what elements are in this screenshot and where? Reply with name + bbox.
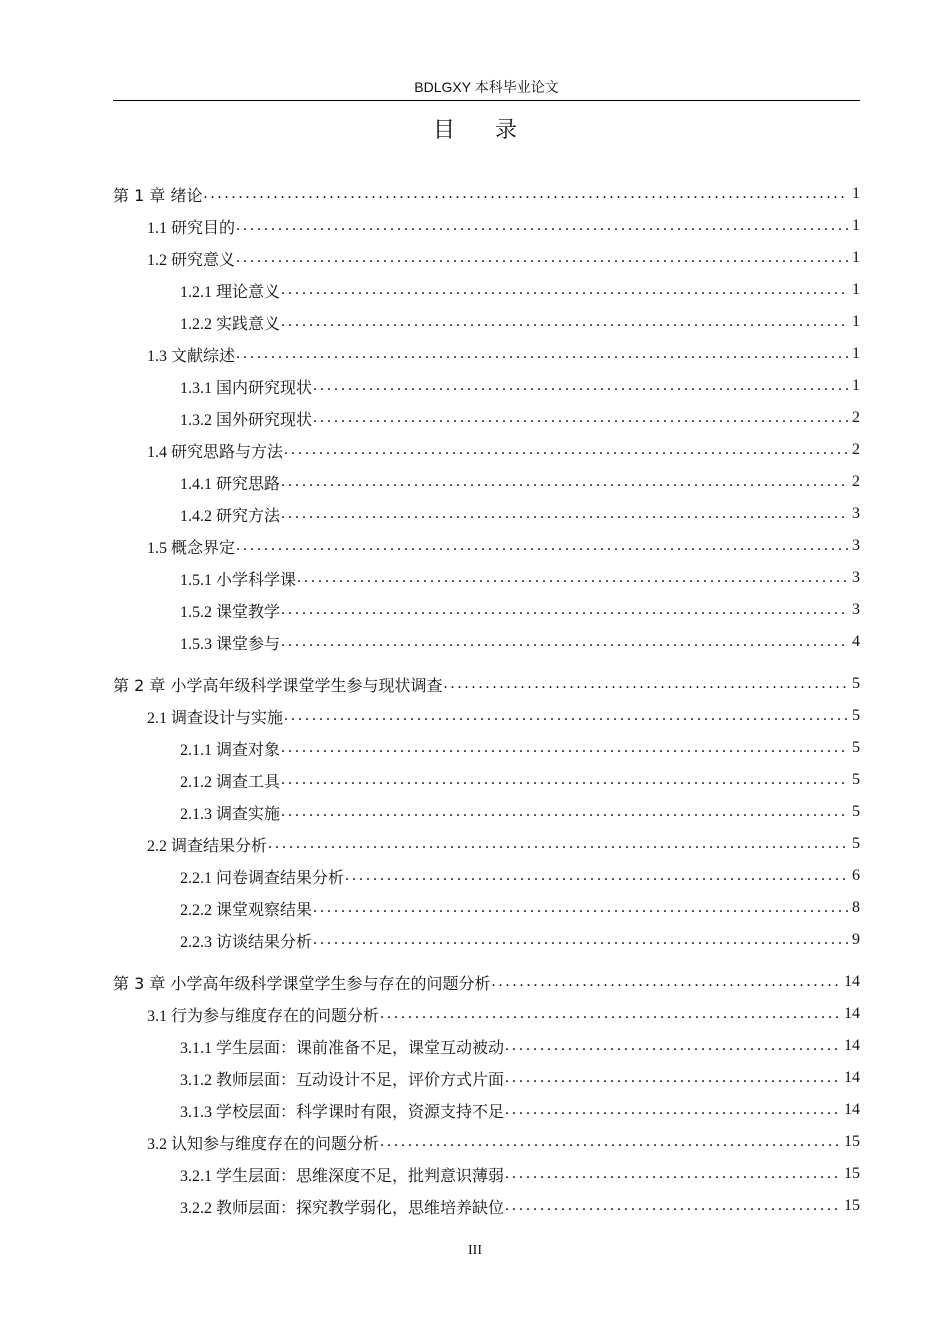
toc-entry-level3[interactable]	[180, 628, 860, 656]
dot-leader	[280, 766, 848, 794]
toc-entry-label: 2.1.1 调查对象	[180, 741, 281, 759]
toc-entry-page: 5	[852, 771, 860, 788]
toc-entry-level2[interactable]	[147, 1128, 860, 1156]
dot-leader	[312, 894, 848, 922]
toc-entry-page: 15	[844, 1133, 860, 1150]
toc-entry-level3[interactable]	[180, 1064, 860, 1092]
toc-entry-level3[interactable]	[180, 308, 860, 336]
toc-entry-label: 3.2.2 教师层面：探究教学弱化，思维培养缺位	[180, 1199, 505, 1217]
toc-entry-label: 2.1.2 调查工具	[180, 773, 281, 791]
dot-leader	[504, 1160, 840, 1188]
toc-entry-page: 6	[852, 867, 860, 884]
dot-leader	[490, 968, 840, 996]
toc-entry-level3[interactable]	[180, 1096, 860, 1124]
toc-entry-level3[interactable]	[180, 596, 860, 624]
toc-entry-page: 15	[844, 1197, 860, 1214]
dot-leader	[283, 702, 848, 730]
toc-entry-label: 3.1 行为参与维度存在的问题分析	[147, 1007, 380, 1025]
toc-entry-level1[interactable]	[113, 670, 860, 698]
toc-entry-page: 1	[852, 345, 860, 362]
dot-leader	[280, 276, 848, 304]
toc-entry-level2[interactable]	[147, 702, 860, 730]
dot-leader	[504, 1192, 840, 1220]
dot-leader	[312, 372, 848, 400]
toc-entry-level3[interactable]	[180, 894, 860, 922]
toc-entry-page: 8	[852, 899, 860, 916]
dot-leader	[235, 244, 848, 272]
toc-entry-level3[interactable]	[180, 1032, 860, 1060]
dot-leader	[280, 500, 848, 528]
toc-entry-page: 1	[852, 185, 860, 202]
dot-leader	[280, 798, 848, 826]
dot-leader	[312, 926, 848, 954]
toc-entry-page: 14	[844, 1101, 860, 1118]
toc-entry-label: 3.2.1 学生层面：思维深度不足，批判意识薄弱	[180, 1167, 505, 1185]
dot-leader	[442, 670, 848, 698]
dot-leader	[235, 340, 848, 368]
toc-entry-label: 1.2.2 实践意义	[180, 315, 281, 333]
toc-entry-level3[interactable]	[180, 734, 860, 762]
dot-leader	[280, 308, 848, 336]
toc-entry-level3[interactable]	[180, 372, 860, 400]
toc-entry-page: 1	[852, 377, 860, 394]
dot-leader	[267, 830, 848, 858]
dot-leader	[283, 436, 848, 464]
toc-entry-page: 1	[852, 249, 860, 266]
toc-entry-page: 3	[852, 537, 860, 554]
dot-leader	[379, 1128, 840, 1156]
toc-entry-label: 2.2.1 问卷调查结果分析	[180, 869, 345, 887]
dot-leader	[296, 564, 848, 592]
toc-entry-label: 2.2.3 访谈结果分析	[180, 933, 313, 951]
toc-entry-page: 1	[852, 281, 860, 298]
toc-entry-label: 3.2 认知参与维度存在的问题分析	[147, 1135, 380, 1153]
toc-entry-label: 3.1.1 学生层面：课前准备不足，课堂互动被动	[180, 1039, 505, 1057]
page-number: III	[468, 1243, 482, 1258]
toc-entry-level3[interactable]	[180, 404, 860, 432]
dot-leader	[235, 212, 848, 240]
toc-entry-label: 第 2 章 小学高年级科学课堂学生参与现状调查	[113, 675, 443, 695]
toc-entry-label: 1.3.1 国内研究现状	[180, 379, 313, 397]
toc-entry-label: 2.1.3 调查实施	[180, 805, 281, 823]
toc-entry-level3[interactable]	[180, 926, 860, 954]
toc-entry-label: 1.5 概念界定	[147, 539, 236, 557]
toc-entry-page: 5	[852, 739, 860, 756]
toc-entry-level3[interactable]	[180, 766, 860, 794]
toc-entry-level3[interactable]	[180, 500, 860, 528]
dot-leader	[280, 734, 848, 762]
toc-entry-page: 2	[852, 473, 860, 490]
toc-entry-level2[interactable]	[147, 436, 860, 464]
dot-leader	[504, 1032, 840, 1060]
toc-entry-page: 5	[852, 835, 860, 852]
toc-entry-label: 1.4 研究思路与方法	[147, 443, 284, 461]
toc-entry-label: 2.2.2 课堂观察结果	[180, 901, 313, 919]
toc-entry-level3[interactable]	[180, 468, 860, 496]
toc-entry-label: 1.3 文献综述	[147, 347, 236, 365]
dot-leader	[379, 1000, 840, 1028]
toc-entry-page: 3	[852, 505, 860, 522]
toc-entry-label: 第 1 章 绪论	[113, 185, 203, 205]
dot-leader	[235, 532, 848, 560]
toc-entry-level3[interactable]	[180, 1160, 860, 1188]
toc-entry-level3[interactable]	[180, 798, 860, 826]
toc-entry-label: 2.1 调查设计与实施	[147, 709, 284, 727]
toc-entry-label: 2.2 调查结果分析	[147, 837, 268, 855]
toc-entry-label: 3.1.2 教师层面：互动设计不足，评价方式片面	[180, 1071, 505, 1089]
toc-entry-page: 2	[852, 441, 860, 458]
toc-entry-label: 1.5.3 课堂参与	[180, 635, 281, 653]
header-text: BDLGXY 本科毕业论文	[414, 79, 559, 95]
toc-entry-label: 1.3.2 国外研究现状	[180, 411, 313, 429]
toc-entry-level3[interactable]	[180, 1192, 860, 1220]
toc-entry-level3[interactable]	[180, 564, 860, 592]
toc-entry-level2[interactable]	[147, 212, 860, 240]
toc-entry-label: 1.5.2 课堂教学	[180, 603, 281, 621]
toc-entry-page: 2	[852, 409, 860, 426]
toc-entry-level2[interactable]	[147, 244, 860, 272]
toc-entry-label: 1.5.1 小学科学课	[180, 571, 297, 589]
toc-entry-page: 5	[852, 803, 860, 820]
toc-entry-page: 3	[852, 601, 860, 618]
toc-entry-page: 15	[844, 1165, 860, 1182]
toc-entry-label: 1.2.1 理论意义	[180, 283, 281, 301]
toc-entry-level2[interactable]	[147, 1000, 860, 1028]
toc-title: 目录	[432, 118, 557, 143]
toc-entry-page: 14	[844, 1069, 860, 1086]
dot-leader	[280, 596, 848, 624]
toc-entry-level1[interactable]	[113, 180, 860, 208]
toc-entry-page: 5	[852, 707, 860, 724]
toc-entry-level2[interactable]	[147, 830, 860, 858]
dot-leader	[504, 1096, 840, 1124]
dot-leader	[280, 628, 848, 656]
toc-entry-level3[interactable]	[180, 862, 860, 890]
toc-entry-label: 1.2 研究意义	[147, 251, 236, 269]
toc-entry-label: 1.1 研究目的	[147, 219, 236, 237]
toc-entry-page: 1	[852, 217, 860, 234]
toc-entry-level1[interactable]	[113, 968, 860, 996]
toc-entry-page: 5	[852, 675, 860, 692]
toc-entry-label: 1.4.1 研究思路	[180, 475, 281, 493]
toc-entry-page: 1	[852, 313, 860, 330]
toc-entry-label: 第 3 章 小学高年级科学课堂学生参与存在的问题分析	[113, 973, 491, 993]
dot-leader	[344, 862, 848, 890]
toc-entry-level2[interactable]	[147, 340, 860, 368]
toc-entry-level3[interactable]	[180, 276, 860, 304]
dot-leader	[280, 468, 848, 496]
toc-entry-page: 14	[844, 1005, 860, 1022]
dot-leader	[504, 1064, 840, 1092]
dot-leader	[312, 404, 848, 432]
toc-entry-page: 4	[852, 633, 860, 650]
toc-entry-page: 14	[844, 1037, 860, 1054]
toc-entry-page: 9	[852, 931, 860, 948]
toc-entry-page: 14	[844, 973, 860, 990]
page-header	[113, 76, 860, 101]
toc-entry-level2[interactable]	[147, 532, 860, 560]
toc-entry-label: 3.1.3 学校层面：科学课时有限，资源支持不足	[180, 1103, 505, 1121]
dot-leader	[202, 180, 848, 208]
toc-entry-page: 3	[852, 569, 860, 586]
toc-entry-label: 1.4.2 研究方法	[180, 507, 281, 525]
